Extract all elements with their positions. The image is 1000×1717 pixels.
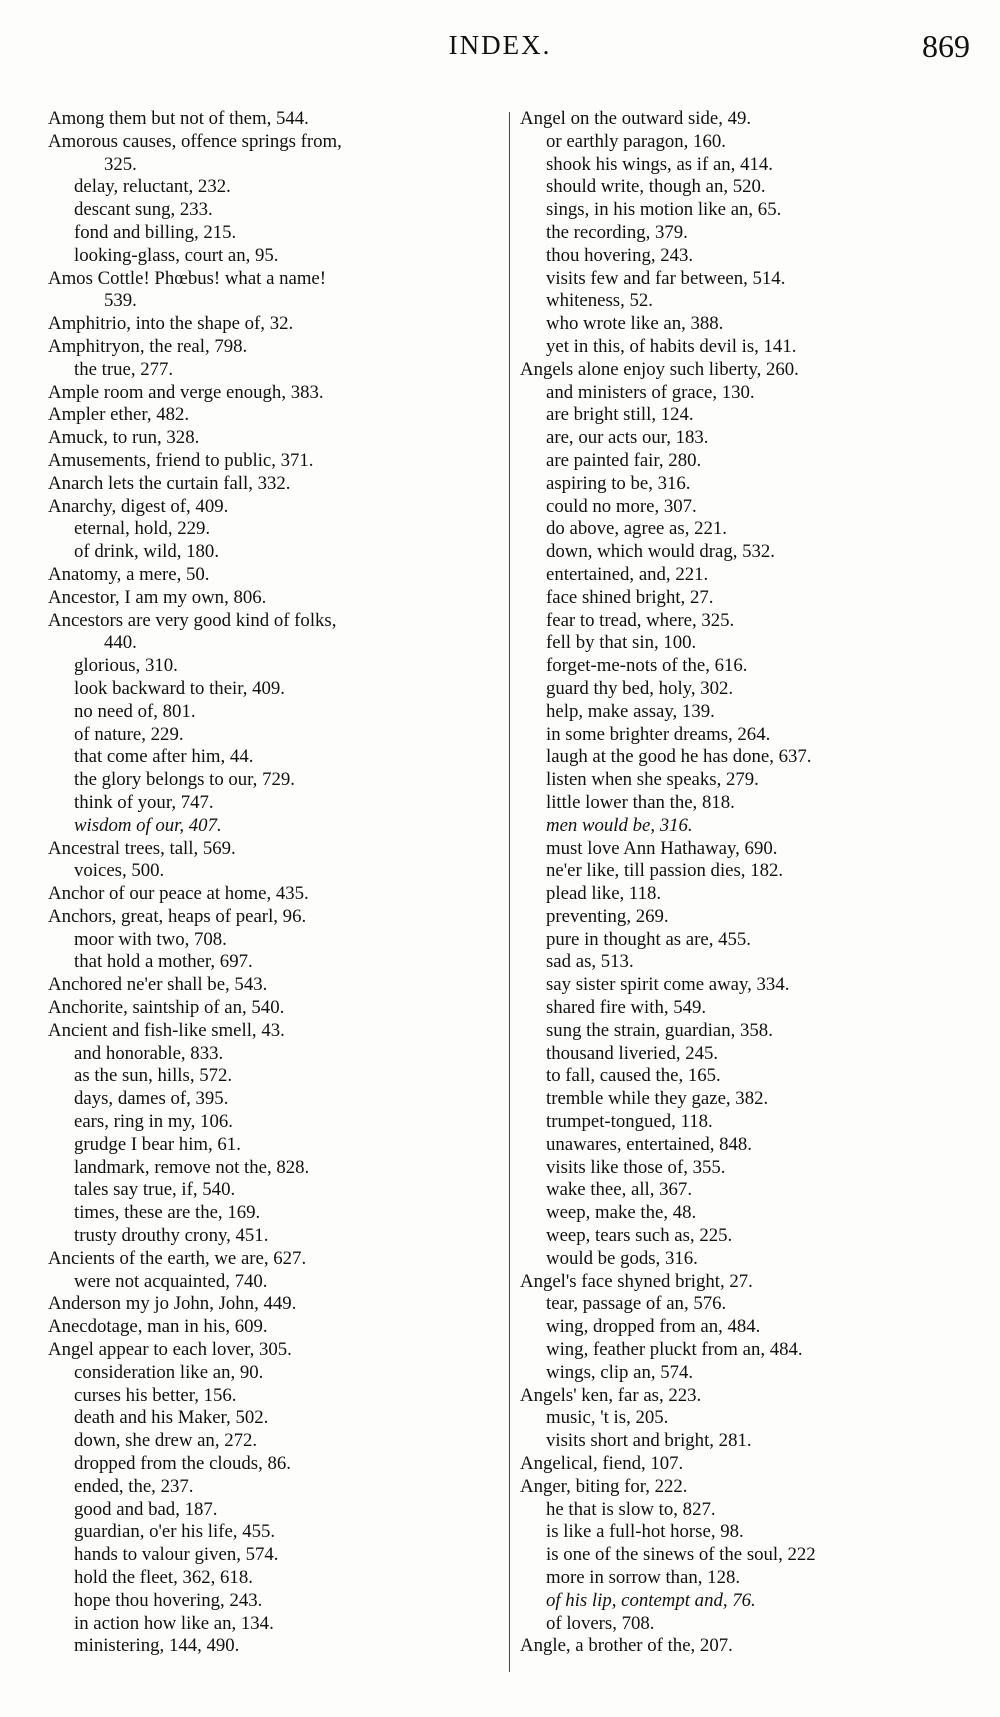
index-subentry <box>520 313 970 336</box>
index-subentry <box>520 1248 970 1271</box>
index-subentry <box>520 951 970 974</box>
entry-text: face shined bright, 27. <box>546 586 714 608</box>
index-subentry <box>520 222 970 245</box>
index-entry <box>48 997 500 1020</box>
index-subentry <box>48 1065 500 1088</box>
index-subentry <box>520 564 970 587</box>
entry-text: of nature, 229. <box>74 723 184 745</box>
index-entry <box>520 108 970 131</box>
entry-text: is like a full-hot horse, 98. <box>546 1521 744 1543</box>
index-subentry <box>48 951 500 974</box>
index-entry <box>48 1339 500 1362</box>
entry-text: could no more, 307. <box>546 495 697 517</box>
index-subentry <box>48 359 500 382</box>
index-subentry <box>48 1088 500 1111</box>
index-subentry <box>520 746 970 769</box>
index-subentry <box>520 1339 970 1362</box>
entry-text: shared fire with, 549. <box>546 997 707 1019</box>
entry-text: Anchors, great, heaps of pearl, 96. <box>48 905 307 927</box>
index-subentry <box>520 1111 970 1134</box>
entry-text: is one of the sinews of the soul, 222 <box>546 1544 816 1566</box>
index-subentry <box>48 176 500 199</box>
entry-text: unawares, entertained, 848. <box>546 1133 752 1155</box>
entry-text: do above, agree as, 221. <box>546 518 727 540</box>
index-subentry <box>520 1567 970 1590</box>
index-entry <box>48 473 500 496</box>
entry-text: hands to valour given, 574. <box>74 1544 279 1566</box>
column-divider <box>509 112 510 1672</box>
index-subentry <box>520 792 970 815</box>
entry-text: moor with two, 708. <box>74 928 227 950</box>
index-subentry <box>520 974 970 997</box>
index-entry <box>48 427 500 450</box>
index-subentry <box>520 245 970 268</box>
entry-text: wake thee, all, 367. <box>546 1179 693 1201</box>
index-subentry <box>48 724 500 747</box>
entry-text: wings, clip an, 574. <box>546 1361 694 1383</box>
index-subentry <box>48 245 500 268</box>
index-subentry <box>520 1613 970 1636</box>
index-subentry <box>520 1225 970 1248</box>
entry-text: Ancestor, I am my own, 806. <box>48 586 267 608</box>
index-subentry <box>48 655 500 678</box>
entry-text: Angelical, fiend, 107. <box>520 1453 684 1475</box>
entry-text: Ancestral trees, tall, 569. <box>48 837 236 859</box>
entry-text: descant sung, 233. <box>74 199 213 221</box>
index-subentry <box>520 838 970 861</box>
entry-page-ref: 325. <box>104 153 137 175</box>
index-subentry <box>48 199 500 222</box>
index-subentry <box>520 1499 970 1522</box>
entry-text: Ancestors are very good kind of folks, <box>48 609 337 631</box>
entry-text: trumpet-tongued, 118. <box>546 1111 713 1133</box>
entry-text: preventing, 269. <box>546 905 669 927</box>
index-subentry <box>520 929 970 952</box>
index-subentry <box>520 518 970 541</box>
index-entry <box>48 1293 500 1316</box>
entry-text: help, make assay, 139. <box>546 700 715 722</box>
entry-text: hold the fleet, 362, 618. <box>74 1567 253 1588</box>
index-subentry <box>520 1590 970 1613</box>
entry-text: who wrote like an, 388. <box>546 313 724 335</box>
entry-text: sings, in his motion like an, 65. <box>546 199 782 221</box>
entry-text: grudge I bear him, 61. <box>74 1133 241 1155</box>
index-subentry <box>48 541 500 564</box>
entry-text: are painted fair, 280. <box>546 449 702 471</box>
entry-text: trusty drouthy crony, 451. <box>74 1225 269 1247</box>
index-subentry <box>48 1362 500 1385</box>
index-entry <box>48 610 500 656</box>
entry-text: eternal, hold, 229. <box>74 518 211 540</box>
entry-text: guard thy bed, holy, 302. <box>546 677 734 699</box>
entry-text: and ministers of grace, 130. <box>546 381 755 403</box>
index-subentry <box>520 724 970 747</box>
entry-text: plead like, 118. <box>546 883 662 905</box>
index-subentry <box>48 1544 500 1567</box>
entry-text: glorious, 310. <box>74 655 178 677</box>
entry-text: weep, make the, 48. <box>546 1202 697 1224</box>
index-subentry <box>520 1430 970 1453</box>
index-entry <box>48 1316 500 1339</box>
entry-text: say sister spirit come away, 334. <box>546 974 790 996</box>
entry-text: ne'er like, till passion dies, 182. <box>546 860 784 882</box>
entry-text: Amusements, friend to public, 371. <box>48 449 314 471</box>
entry-text: Angel on the outward side, 49. <box>520 108 752 129</box>
index-subentry <box>520 769 970 792</box>
index-subentry <box>48 1476 500 1499</box>
entry-text: must love Ann Hathaway, 690. <box>546 837 778 859</box>
index-entry <box>48 974 500 997</box>
index-entry <box>48 1020 500 1043</box>
index-entry <box>48 131 500 177</box>
index-subentry <box>48 746 500 769</box>
index-subentry <box>48 222 500 245</box>
index-subentry <box>48 1499 500 1522</box>
entry-text: the glory belongs to our, 729. <box>74 769 295 791</box>
entry-text: visits like those of, 355. <box>546 1156 726 1178</box>
index-subentry <box>520 336 970 359</box>
index-subentry <box>48 1225 500 1248</box>
entry-text: as the sun, hills, 572. <box>74 1065 233 1087</box>
entry-text: dropped from the clouds, 86. <box>74 1453 291 1475</box>
index-entry <box>48 268 500 314</box>
entry-text: Amuck, to run, 328. <box>48 427 200 449</box>
page-title: INDEX. <box>448 30 552 60</box>
index-subentry <box>48 1179 500 1202</box>
index-subentry <box>520 587 970 610</box>
index-subentry <box>48 1567 500 1590</box>
index-subentry <box>520 883 970 906</box>
entry-text: ended, the, 237. <box>74 1475 194 1497</box>
entry-text: down, she drew an, 272. <box>74 1430 258 1452</box>
index-subentry <box>48 1407 500 1430</box>
entry-text: or earthly paragon, 160. <box>546 130 726 152</box>
entry-text: curses his better, 156. <box>74 1384 237 1406</box>
index-subentry <box>48 1521 500 1544</box>
index-entry <box>48 496 500 519</box>
entry-text: that hold a mother, 697. <box>74 951 253 973</box>
index-subentry <box>520 541 970 564</box>
index-subentry <box>520 1179 970 1202</box>
index-subentry <box>520 1134 970 1157</box>
index-subentry <box>520 382 970 405</box>
entry-text: Anderson my jo John, John, 449. <box>48 1293 297 1315</box>
entry-text: Ampler ether, 482. <box>48 404 190 426</box>
index-subentry <box>48 1590 500 1613</box>
index-entry <box>520 1476 970 1499</box>
entry-text: think of your, 747. <box>74 791 214 813</box>
entry-text: look backward to their, 409. <box>74 677 286 699</box>
index-subentry <box>520 1544 970 1567</box>
entry-text: of his lip, contempt and, 76. <box>546 1589 756 1611</box>
index-entry <box>48 450 500 473</box>
index-entry <box>520 359 970 382</box>
index-subentry <box>520 290 970 313</box>
index-subentry <box>520 268 970 291</box>
index-entry <box>48 108 500 131</box>
entry-text: voices, 500. <box>74 860 165 882</box>
index-subentry <box>520 815 970 838</box>
entry-text: men would be, 316. <box>546 814 693 836</box>
entry-text: Anatomy, a mere, 50. <box>48 563 210 585</box>
entry-text: Anarch lets the curtain fall, 332. <box>48 472 291 494</box>
entry-text: aspiring to be, 316. <box>546 472 691 494</box>
index-subentry <box>48 1613 500 1636</box>
entry-text: he that is slow to, 827. <box>546 1498 716 1520</box>
index-subentry <box>48 1111 500 1134</box>
index-entry <box>48 336 500 359</box>
entry-text: days, dames of, 395. <box>74 1088 229 1110</box>
entry-text: Anchor of our peace at home, 435. <box>48 883 309 905</box>
index-entry <box>48 404 500 427</box>
index-subentry <box>48 518 500 541</box>
index-subentry <box>520 1521 970 1544</box>
entry-text: Amphitrio, into the shape of, 32. <box>48 313 294 335</box>
entry-text: fond and billing, 215. <box>74 221 237 243</box>
entry-text: consideration like an, 90. <box>74 1361 264 1383</box>
entry-text: are bright still, 124. <box>546 404 694 426</box>
entry-text: the true, 277. <box>74 358 174 380</box>
entry-text: Anger, biting for, 222. <box>520 1475 688 1497</box>
entry-text: Amphitryon, the real, 798. <box>48 335 248 357</box>
index-subentry <box>520 678 970 701</box>
entry-text: Anecdotage, man in his, 609. <box>48 1316 268 1338</box>
index-subentry <box>520 906 970 929</box>
entry-text: visits few and far between, 514. <box>546 267 786 289</box>
entry-text: were not acquainted, 740. <box>74 1270 268 1292</box>
index-subentry <box>520 176 970 199</box>
entry-text: guardian, o'er his life, 455. <box>74 1521 276 1543</box>
index-subentry <box>520 655 970 678</box>
index-subentry <box>520 1362 970 1385</box>
index-subentry <box>520 154 970 177</box>
entry-text: music, 't is, 205. <box>546 1407 669 1429</box>
entry-text: shook his wings, as if an, 414. <box>546 153 773 175</box>
entry-text: delay, reluctant, 232. <box>74 176 231 198</box>
entry-text: good and bad, 187. <box>74 1498 218 1520</box>
index-column-right <box>520 108 970 1658</box>
entry-page-ref: 440. <box>104 632 137 654</box>
entry-text: Angel's face shyned bright, 27. <box>520 1270 753 1292</box>
entry-text: fear to tread, where, 325. <box>546 609 735 631</box>
index-subentry <box>520 131 970 154</box>
entry-text: Angels' ken, far as, 223. <box>520 1384 702 1406</box>
index-subentry <box>48 1043 500 1066</box>
entry-text: of lovers, 708. <box>546 1612 655 1634</box>
index-subentry <box>520 1407 970 1430</box>
index-entry <box>520 1635 970 1658</box>
entry-text: would be gods, 316. <box>546 1247 698 1269</box>
index-subentry <box>520 1088 970 1111</box>
index-subentry <box>520 1202 970 1225</box>
index-subentry <box>48 860 500 883</box>
index-subentry <box>48 1635 500 1658</box>
entry-text: tear, passage of an, 576. <box>546 1293 727 1315</box>
index-subentry <box>520 404 970 427</box>
index-subentry <box>520 427 970 450</box>
entry-text: times, these are the, 169. <box>74 1202 261 1224</box>
entry-text: should write, though an, 520. <box>546 176 766 198</box>
entry-text: in action how like an, 134. <box>74 1612 274 1634</box>
entry-text: Angels alone enjoy such liberty, 260. <box>520 358 799 380</box>
index-subentry <box>520 1065 970 1088</box>
index-subentry <box>48 815 500 838</box>
index-subentry <box>520 1020 970 1043</box>
entry-text: Anchored ne'er shall be, 543. <box>48 974 268 996</box>
entry-text: wing, feather pluckt from an, 484. <box>546 1339 803 1361</box>
index-subentry <box>48 678 500 701</box>
index-subentry <box>48 929 500 952</box>
entry-text: visits short and bright, 281. <box>546 1430 752 1452</box>
entry-text: thou hovering, 243. <box>546 244 694 266</box>
index-subentry <box>520 450 970 473</box>
entry-text: wisdom of our, 407. <box>74 814 222 836</box>
index-entry <box>520 1271 970 1294</box>
entry-text: hope thou hovering, 243. <box>74 1589 263 1611</box>
entry-text: tremble while they gaze, 382. <box>546 1088 769 1110</box>
index-subentry <box>48 1385 500 1408</box>
index-subentry <box>48 1134 500 1157</box>
entry-text: Amorous causes, offence springs from, <box>48 130 342 152</box>
entry-text: Ancient and fish-like smell, 43. <box>48 1019 285 1041</box>
entry-text: wing, dropped from an, 484. <box>546 1316 761 1338</box>
entry-text: forget-me-nots of the, 616. <box>546 655 748 677</box>
entry-text: little lower than the, 818. <box>546 791 735 813</box>
entry-text: landmark, remove not the, 828. <box>74 1156 310 1178</box>
entry-text: Anchorite, saintship of an, 540. <box>48 997 285 1019</box>
entry-text: down, which would drag, 532. <box>546 541 775 563</box>
index-subentry <box>48 769 500 792</box>
index-subentry <box>520 496 970 519</box>
entry-text: yet in this, of habits devil is, 141. <box>546 335 797 357</box>
index-entry <box>48 838 500 861</box>
index-entry <box>520 1453 970 1476</box>
index-subentry <box>48 701 500 724</box>
index-entry <box>48 1248 500 1271</box>
page-number: 869 <box>922 28 970 64</box>
entry-text: death and his Maker, 502. <box>74 1407 269 1429</box>
entry-text: sad as, 513. <box>546 951 634 973</box>
index-subentry <box>48 1157 500 1180</box>
entry-text: ears, ring in my, 106. <box>74 1111 233 1133</box>
entry-text: ministering, 144, 490. <box>74 1635 240 1657</box>
entry-text: whiteness, 52. <box>546 290 653 312</box>
entry-text: listen when she speaks, 279. <box>546 769 759 791</box>
index-subentry <box>520 1316 970 1339</box>
entry-text: fell by that sin, 100. <box>546 632 697 654</box>
entry-text: Amos Cottle! Phœbus! what a name! <box>48 267 327 289</box>
entry-text: looking-glass, court an, 95. <box>74 244 279 266</box>
entry-text: Ancients of the earth, we are, 627. <box>48 1247 307 1269</box>
index-subentry <box>48 1202 500 1225</box>
index-subentry <box>520 1157 970 1180</box>
index-entry <box>520 1385 970 1408</box>
entry-text: entertained, and, 221. <box>546 563 709 585</box>
index-subentry <box>520 199 970 222</box>
entry-text: Angel appear to each lover, 305. <box>48 1339 292 1361</box>
index-entry <box>48 883 500 906</box>
index-subentry <box>520 860 970 883</box>
index-subentry <box>48 792 500 815</box>
index-subentry <box>520 1043 970 1066</box>
entry-text: more in sorrow than, 128. <box>546 1567 741 1588</box>
index-column-left <box>48 108 500 1658</box>
entry-text: weep, tears such as, 225. <box>546 1225 733 1247</box>
index-subentry <box>520 997 970 1020</box>
entry-text: to fall, caused the, 165. <box>546 1065 721 1087</box>
entry-text: tales say true, if, 540. <box>74 1179 236 1201</box>
entry-text: pure in thought as are, 455. <box>546 928 751 950</box>
index-entry <box>48 382 500 405</box>
entry-text: laugh at the good he has done, 637. <box>546 746 812 768</box>
entry-text: the recording, 379. <box>546 221 688 243</box>
entry-text: Angle, a brother of the, 207. <box>520 1635 733 1657</box>
entry-text: that come after him, 44. <box>74 746 254 768</box>
index-subentry <box>48 1271 500 1294</box>
index-subentry <box>520 610 970 633</box>
entry-text: of drink, wild, 180. <box>74 541 220 563</box>
index-subentry <box>520 1293 970 1316</box>
entry-text: and honorable, 833. <box>74 1042 224 1064</box>
entry-text: thousand liveried, 245. <box>546 1042 719 1064</box>
index-subentry <box>520 701 970 724</box>
index-entry <box>48 564 500 587</box>
entry-text: are, our acts our, 183. <box>546 427 709 449</box>
index-entry <box>48 587 500 610</box>
index-entry <box>48 906 500 929</box>
entry-text: in some brighter dreams, 264. <box>546 723 771 745</box>
entry-text: Among them but not of them, 544. <box>48 108 309 129</box>
page-header <box>0 30 1000 70</box>
entry-text: no need of, 801. <box>74 700 196 722</box>
index-subentry <box>520 632 970 655</box>
index-subentry <box>48 1430 500 1453</box>
index-subentry <box>520 473 970 496</box>
entry-text: Anarchy, digest of, 409. <box>48 495 229 517</box>
entry-page-ref: 539. <box>104 290 137 312</box>
index-entry <box>48 313 500 336</box>
entry-text: sung the strain, guardian, 358. <box>546 1019 773 1041</box>
index-subentry <box>48 1453 500 1476</box>
entry-text: Ample room and verge enough, 383. <box>48 381 324 403</box>
